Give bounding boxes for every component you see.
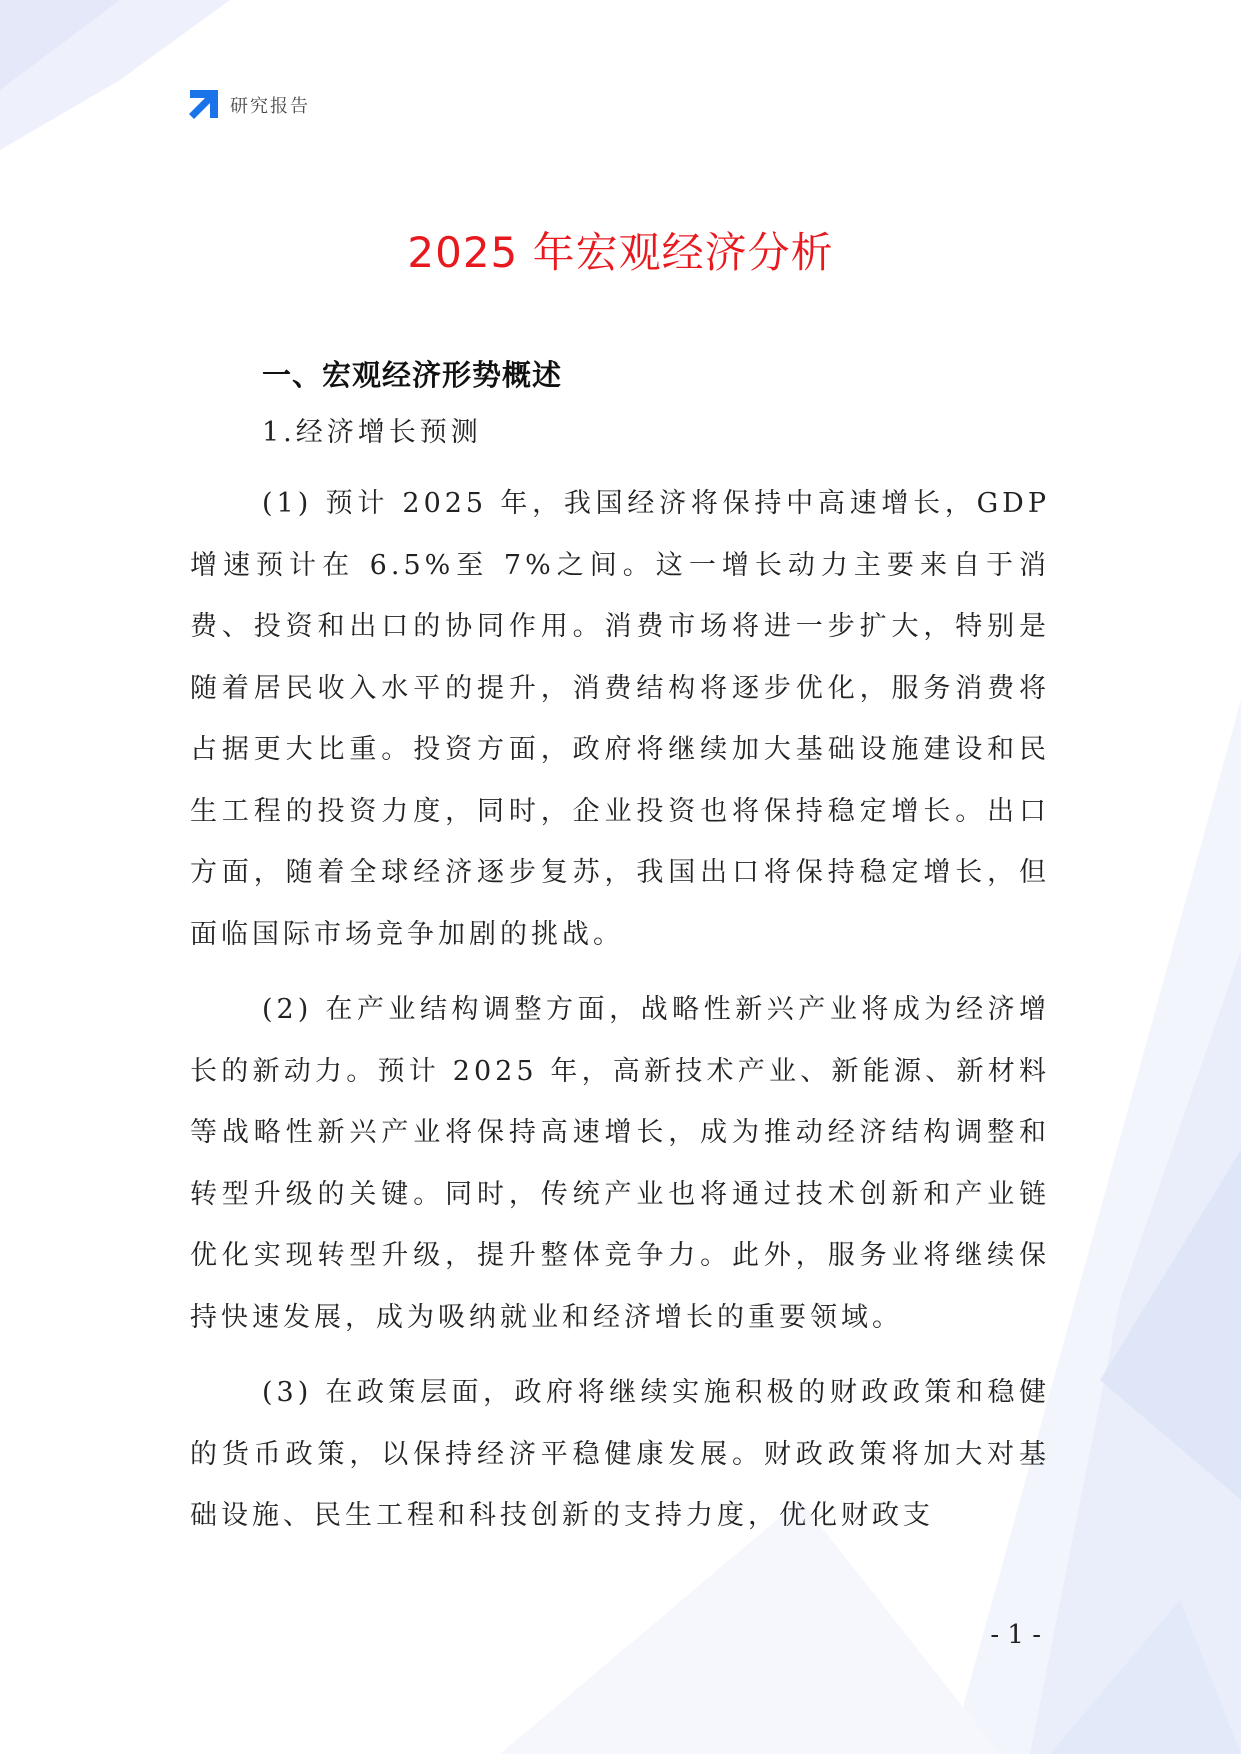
document-body — [190, 355, 1050, 1561]
paragraph-1: (1) 预计 2025 年，我国经济将保持中高速增长，GDP 增速预计在 6.5%至 7%之间。这一增长动力主要来自于消费、投资和出口的协同作用。消费市场将进一步扩大，特别是随着居民收入水平的提升，消费结构将逐步优化，服务消费将占据更大比重。投资方面，政府将继续加大基础设施建设和民生工程的投资力度，同时，企业投资也将保持稳定增长。出口方面，随着全球经济逐步复苏，我国出口将保持稳定增长，但面临国际市场竞争加剧的挑战。 — [190, 488, 1050, 950]
section-heading: 一、宏观经济形势概述 — [262, 358, 563, 392]
page-number: - 1 - — [990, 1620, 1041, 1650]
document-title: 2025 年宏观经济分析 — [407, 228, 834, 277]
arrow-up-right-icon — [186, 88, 220, 122]
sub-heading: 1.经济增长预测 — [262, 417, 482, 448]
paragraph-3: (3) 在政策层面，政府将继续实施积极的财政政策和稳健的货币政策，以保持经济平稳健康发展。财政政策将加大对基础设施、民生工程和科技创新的支持力度，优化财政支 — [190, 1377, 1050, 1531]
paragraph-2: (2) 在产业结构调整方面，战略性新兴产业将成为经济增长的新动力。预计 2025 年，高新技术产业、新能源、新材料等战略性新兴产业将保持高速增长，成为推动经济结构调整和转型升级的关键。同时，传统产业也将通过技术创新和产业链优化实现转型升级，提升整体竞争力。此外，服务业将继续保持快速发展，成为吸纳就业和经济增长的重要领域。 — [190, 994, 1050, 1333]
header-label: 研究报告 — [230, 96, 310, 117]
report-header — [186, 88, 310, 122]
